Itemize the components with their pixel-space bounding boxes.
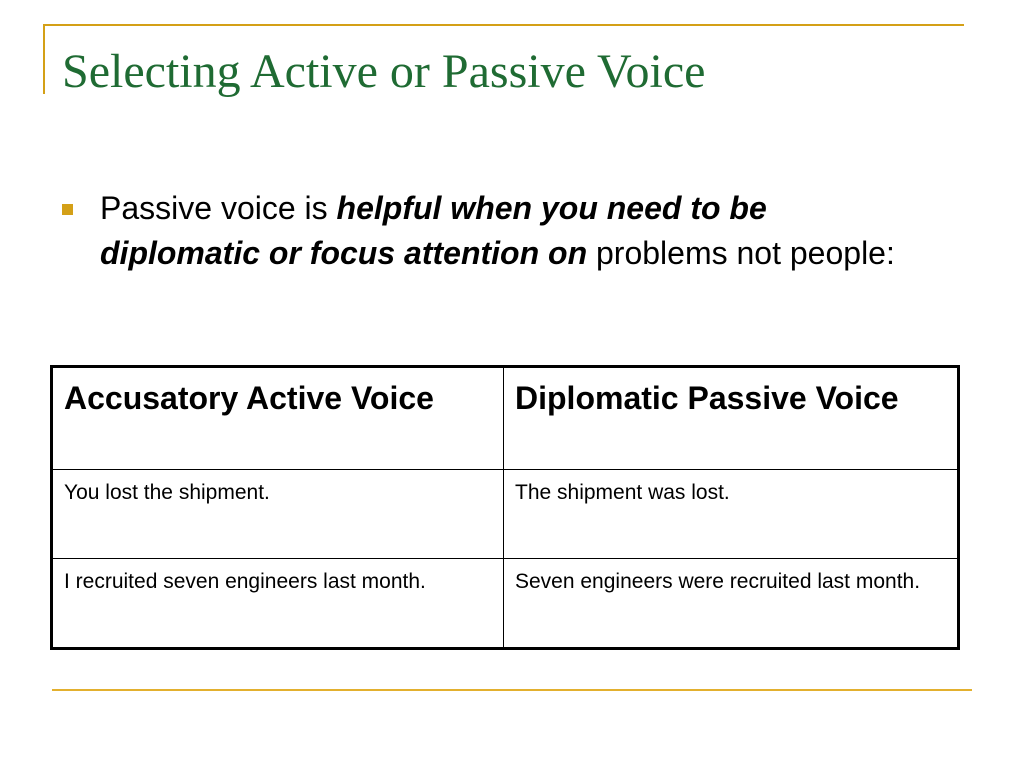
- bullet-text: [100, 186, 900, 276]
- table-cell-active: You lost the shipment.: [52, 470, 504, 559]
- header-active-voice: Accusatory Active Voice: [52, 367, 504, 470]
- voice-comparison-table: [50, 365, 960, 650]
- table-row: [52, 559, 959, 649]
- table-row: [52, 470, 959, 559]
- table-header-row: [52, 367, 959, 470]
- bullet-text-intro: Passive voice is: [100, 190, 337, 226]
- table-cell-passive: The shipment was lost.: [504, 470, 959, 559]
- bullet-text-end: problems not people:: [587, 235, 895, 271]
- table-cell-passive: Seven engineers were recruited last month.: [504, 559, 959, 649]
- bullet-text-emphasis: helpful when you need to be diplomatic or focus attention on: [100, 190, 767, 271]
- header-passive-voice: Diplomatic Passive Voice: [504, 367, 959, 470]
- top-accent-line: [43, 24, 964, 26]
- table-cell-active: I recruited seven engineers last month.: [52, 559, 504, 649]
- square-bullet-icon: [62, 204, 73, 215]
- slide-title: Selecting Active or Passive Voice: [62, 45, 706, 98]
- left-accent-line: [43, 24, 45, 94]
- bottom-accent-line: [52, 689, 972, 691]
